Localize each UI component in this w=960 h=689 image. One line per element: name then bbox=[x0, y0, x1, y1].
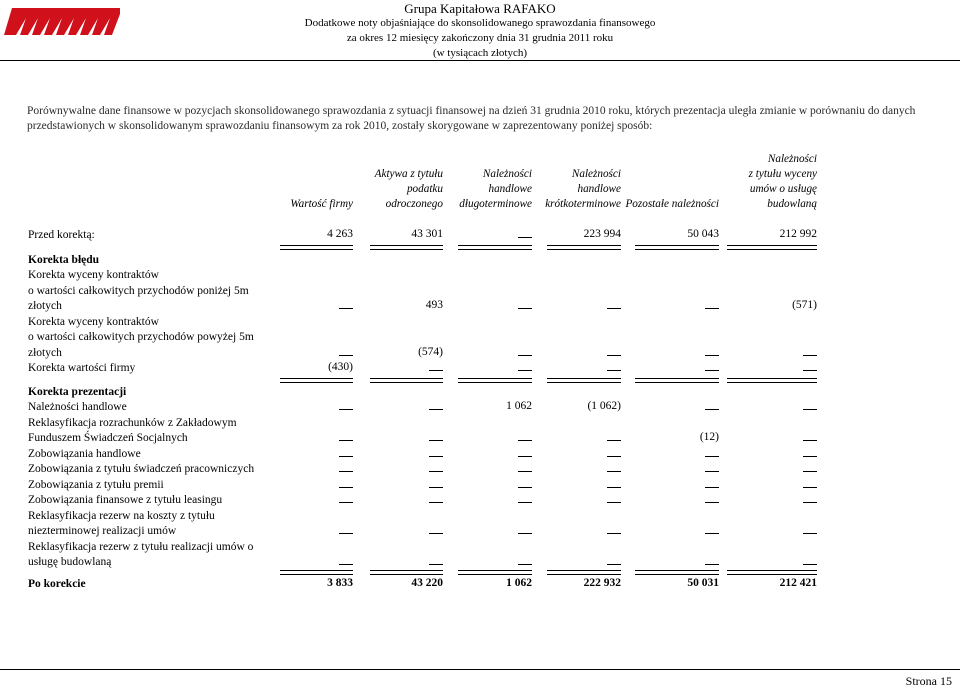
dash-mark bbox=[429, 370, 443, 371]
dash-mark bbox=[803, 487, 817, 488]
footer-divider bbox=[0, 669, 960, 670]
column-header-line: budowlaną bbox=[767, 198, 817, 210]
dash-mark bbox=[803, 564, 817, 565]
dash-mark bbox=[339, 308, 353, 309]
intro-paragraph: Porównywalne dane finansowe w pozycjach skonsolidowanego sprawozdania z sytuacji finansowej na dzień 31 grudnia 2010 roku, których prezentacja uległa zmianie w porównaniu do danych przedstawionych w skonsolidowanym sprawozdaniu finansowym za rok 2010, zostały skorygowane w zaprezentowany poniżej sposób: bbox=[27, 105, 916, 132]
column-header-line: długoterminowe bbox=[459, 198, 532, 210]
dash-mark bbox=[339, 471, 353, 472]
cell-value: 3 833 bbox=[327, 576, 353, 589]
column-header-line: Należności bbox=[571, 168, 621, 180]
cell-value: 50 043 bbox=[687, 228, 719, 240]
dash-mark bbox=[339, 564, 353, 565]
dash-mark bbox=[803, 471, 817, 472]
dash-mark bbox=[429, 533, 443, 534]
dash-mark bbox=[429, 471, 443, 472]
dash-mark bbox=[705, 533, 719, 534]
cell-value: 222 932 bbox=[583, 576, 621, 589]
row-label bbox=[28, 315, 254, 362]
row-label-line: usługę budowlaną bbox=[28, 556, 112, 568]
cell-value: 1 062 bbox=[506, 576, 532, 589]
dash-mark bbox=[607, 564, 621, 565]
row-label-line: Korekta wartości firmy bbox=[28, 362, 136, 374]
double-rule bbox=[280, 570, 353, 575]
double-rule bbox=[727, 245, 817, 250]
dash-mark bbox=[339, 409, 353, 410]
dash-mark bbox=[518, 533, 532, 534]
dash-mark bbox=[518, 456, 532, 457]
double-rule bbox=[635, 245, 719, 250]
double-rule bbox=[635, 570, 719, 575]
dash-mark bbox=[607, 533, 621, 534]
header-line-4: (w tysiącach złotych) bbox=[432, 47, 528, 59]
row-label-line: Zobowiązania z tytułu świadczeń pracowniczych bbox=[28, 463, 255, 475]
dash-mark bbox=[705, 502, 719, 503]
dash-mark bbox=[339, 440, 353, 441]
row-label-line: Przed korektą: bbox=[28, 229, 95, 241]
cell-value: 493 bbox=[425, 299, 443, 311]
dash-mark bbox=[429, 409, 443, 410]
dash-mark bbox=[705, 471, 719, 472]
row-label-line: Zobowiązania finansowe z tytułu leasingu bbox=[28, 494, 223, 506]
cell-value: 43 301 bbox=[411, 228, 443, 240]
row-label bbox=[28, 493, 222, 509]
row-label-line: Zobowiązania handlowe bbox=[28, 447, 141, 460]
dash-mark bbox=[429, 564, 443, 565]
double-rule bbox=[280, 378, 353, 383]
dash-mark bbox=[705, 487, 719, 488]
header-line-3: za okres 12 miesięcy zakończony dnia 31 grudnia 2011 roku bbox=[346, 32, 614, 44]
double-rule bbox=[280, 245, 353, 250]
row-label bbox=[28, 361, 135, 377]
header-title: Grupa Kapitałowa RAFAKO bbox=[404, 1, 556, 16]
row-label bbox=[28, 228, 95, 244]
dash-mark bbox=[803, 456, 817, 457]
dash-mark bbox=[518, 502, 532, 503]
double-rule bbox=[370, 570, 443, 575]
row-label-line: złotych bbox=[28, 346, 62, 359]
double-rule bbox=[547, 378, 621, 383]
dash-mark bbox=[339, 355, 353, 356]
row-label-line: złotych bbox=[28, 300, 62, 312]
page-number: Strona 15 bbox=[905, 674, 952, 688]
double-rule bbox=[547, 245, 621, 250]
cell-value: 212 421 bbox=[779, 576, 817, 589]
column-header-line: z tytułu wyceny bbox=[748, 168, 817, 180]
cell-value: 4 263 bbox=[327, 228, 353, 240]
dash-mark bbox=[607, 487, 621, 488]
dash-mark bbox=[803, 502, 817, 503]
row-label bbox=[28, 462, 254, 478]
row-label-line: o wartości całkowitych przychodów poniżej 5m bbox=[28, 284, 249, 297]
row-label bbox=[28, 447, 141, 463]
dash-mark bbox=[705, 456, 719, 457]
row-label-line: Korekta błędu bbox=[28, 253, 100, 266]
row-label bbox=[28, 509, 215, 540]
cell-value: 50 031 bbox=[687, 576, 719, 589]
dash-mark bbox=[705, 409, 719, 410]
double-rule bbox=[727, 570, 817, 575]
dash-mark bbox=[607, 471, 621, 472]
dash-mark bbox=[518, 471, 532, 472]
dash-mark bbox=[339, 533, 353, 534]
double-rule bbox=[370, 378, 443, 383]
row-label-line: Reklasyfikacja rezerw na koszty z tytułu bbox=[28, 509, 215, 522]
header-divider bbox=[0, 60, 960, 61]
double-rule bbox=[458, 245, 532, 250]
dash-mark bbox=[429, 440, 443, 441]
section-heading bbox=[28, 577, 86, 593]
double-rule bbox=[547, 570, 621, 575]
dash-mark bbox=[518, 564, 532, 565]
cell-value: (574) bbox=[418, 345, 443, 358]
cell-value: (430) bbox=[328, 361, 353, 373]
row-label-line: Korekta wyceny kontraktów bbox=[28, 269, 159, 281]
dash-mark bbox=[607, 370, 621, 371]
section-heading bbox=[28, 385, 126, 401]
dash-mark bbox=[339, 456, 353, 457]
column-header-line: odroczonego bbox=[385, 198, 443, 210]
row-label-line: Reklasyfikacja rozrachunków z Zakładowym bbox=[28, 416, 237, 429]
dash-mark bbox=[429, 487, 443, 488]
section-heading bbox=[28, 253, 99, 269]
dash-mark bbox=[803, 355, 817, 356]
row-label-line: niezterminowej realizacji umów bbox=[28, 525, 177, 537]
dash-mark bbox=[705, 370, 719, 371]
double-rule bbox=[458, 378, 532, 383]
column-header-line: krótkoterminowe bbox=[545, 198, 621, 210]
row-label bbox=[28, 268, 249, 315]
dash-mark bbox=[518, 370, 532, 371]
row-label bbox=[28, 540, 253, 571]
column-header bbox=[677, 152, 817, 212]
column-header-line: handlowe bbox=[488, 183, 532, 195]
dash-mark bbox=[705, 355, 719, 356]
row-label bbox=[28, 478, 164, 494]
cell-value: 212 992 bbox=[779, 228, 817, 240]
cell-value: (571) bbox=[792, 299, 817, 311]
cell-value: (12) bbox=[699, 431, 719, 443]
dash-mark bbox=[705, 308, 719, 309]
cell-value: 1 062 bbox=[506, 400, 532, 412]
double-rule bbox=[370, 245, 443, 250]
row-label-line: Korekta wyceny kontraktów bbox=[28, 315, 159, 328]
rafako-logo bbox=[4, 6, 120, 36]
dash-mark bbox=[518, 440, 532, 441]
column-header-line: Należności bbox=[767, 153, 817, 165]
header-line-2: Dodatkowe noty objaśniające do skonsolidowanego sprawozdania finansowego bbox=[304, 17, 656, 29]
column-header-line: Aktywa z tytułu bbox=[374, 168, 443, 180]
column-header-line: Wartość firmy bbox=[290, 198, 353, 210]
dash-mark bbox=[518, 308, 532, 309]
dash-mark bbox=[607, 456, 621, 457]
row-label-line: Reklasyfikacja rezerw z tytułu realizacji umów o bbox=[28, 540, 254, 553]
column-header-line: umów o usługę bbox=[749, 183, 817, 195]
dash-mark bbox=[803, 440, 817, 441]
dash-mark bbox=[429, 502, 443, 503]
row-label-line: Korekta prezentacji bbox=[28, 385, 127, 398]
row-label-line: Zobowiązania z tytułu premii bbox=[28, 478, 164, 491]
dash-mark bbox=[803, 409, 817, 410]
dash-mark bbox=[607, 355, 621, 356]
row-label bbox=[28, 400, 127, 416]
row-label-line: Należności handlowe bbox=[28, 401, 127, 413]
dash-mark bbox=[607, 502, 621, 503]
dash-mark bbox=[339, 502, 353, 503]
dash-mark bbox=[518, 237, 532, 238]
column-header-line: Pozostałe należności bbox=[625, 198, 719, 210]
row-label-line: o wartości całkowitych przychodów powyżej 5m bbox=[28, 331, 254, 343]
dash-mark bbox=[607, 308, 621, 309]
column-header-line: handlowe bbox=[577, 183, 621, 195]
dash-mark bbox=[607, 440, 621, 441]
column-header-line: Należności bbox=[482, 168, 532, 180]
dash-mark bbox=[705, 564, 719, 565]
cell-value: (1 062) bbox=[587, 400, 621, 412]
dash-mark bbox=[518, 355, 532, 356]
document-header bbox=[300, 0, 660, 61]
row-label-line: Funduszem Świadczeń Socjalnych bbox=[28, 432, 188, 444]
double-rule bbox=[727, 378, 817, 383]
dash-mark bbox=[518, 487, 532, 488]
dash-mark bbox=[803, 370, 817, 371]
double-rule bbox=[458, 570, 532, 575]
dash-mark bbox=[429, 456, 443, 457]
dash-mark bbox=[339, 487, 353, 488]
double-rule bbox=[635, 378, 719, 383]
cell-value: 223 994 bbox=[583, 228, 621, 240]
dash-mark bbox=[803, 533, 817, 534]
cell-value: 43 220 bbox=[411, 576, 443, 589]
column-header-line: podatku bbox=[406, 183, 443, 195]
row-label bbox=[28, 416, 237, 447]
row-label-line: Po korekcie bbox=[28, 577, 86, 590]
